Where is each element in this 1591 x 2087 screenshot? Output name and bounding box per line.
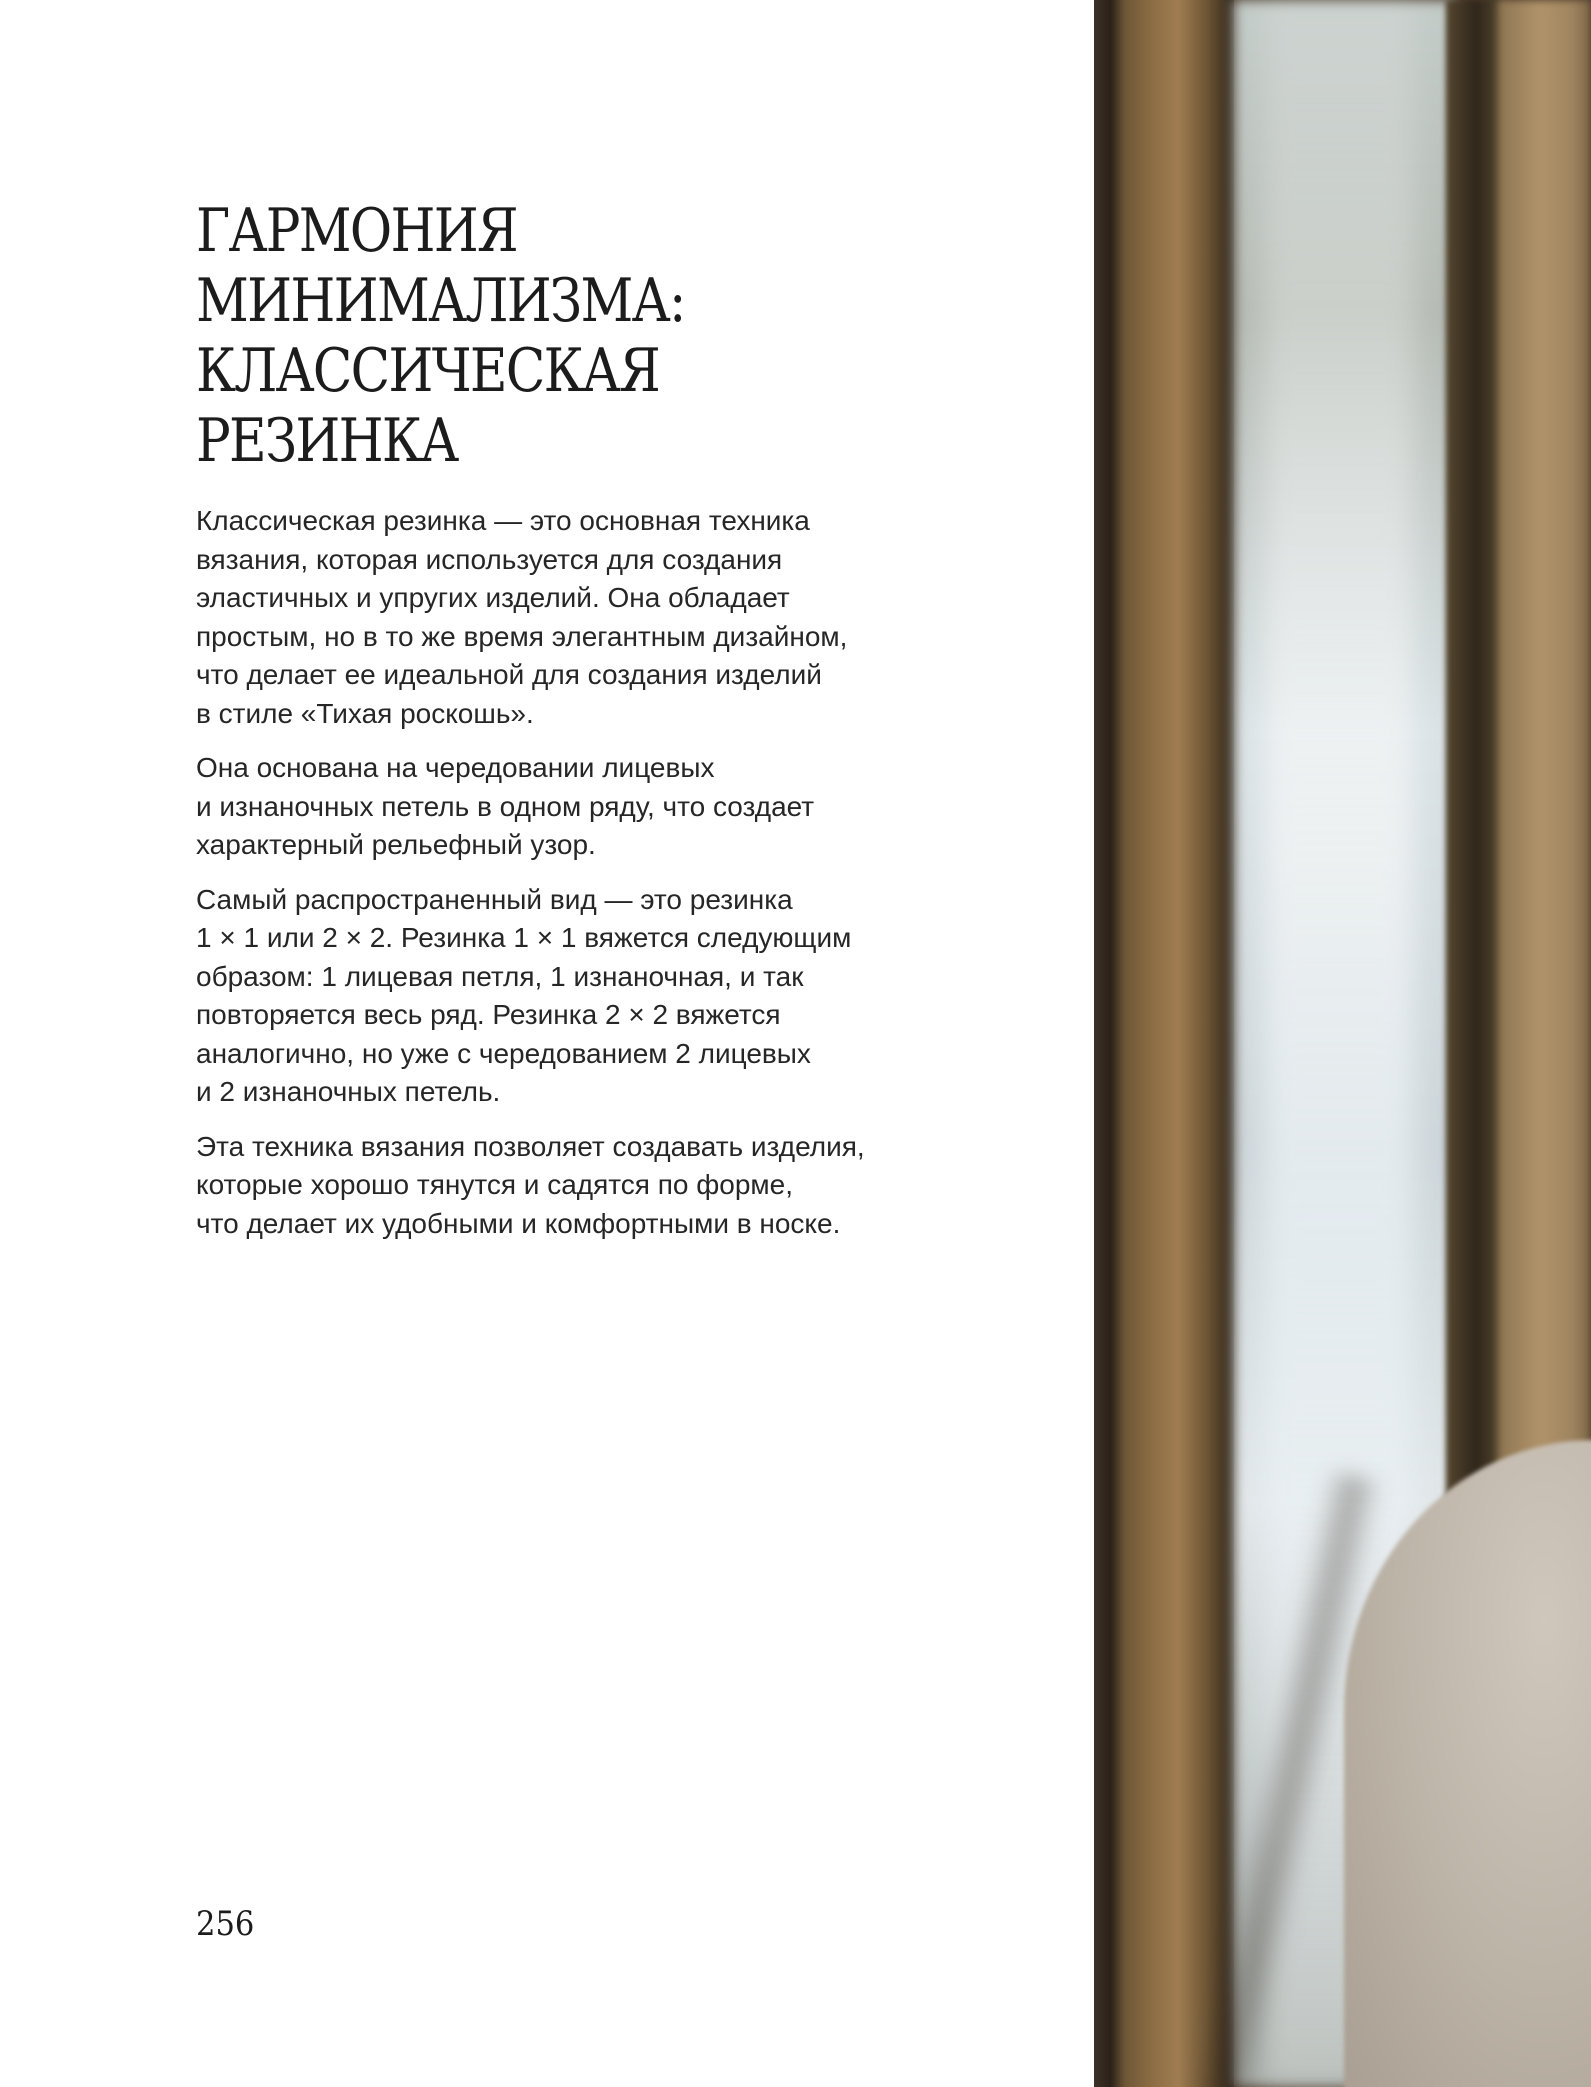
text-line: образом: 1 лицевая петля, 1 изнаночная, и так <box>196 960 804 992</box>
text-line: аналогично, но уже с чередованием 2 лицевых <box>196 1037 811 1069</box>
text-line: Эта техника вязания позволяет создавать изделия, <box>196 1130 865 1162</box>
photo-window-frame-left <box>1094 0 1234 2087</box>
text-line: Она основана на чередовании лицевых <box>196 752 715 783</box>
text-line: Самый распространенный вид — это резинка <box>196 883 793 915</box>
title-line: МИНИМАЛИЗМА: <box>196 266 685 336</box>
text-line: эластичных и упругих изделий. Она обладает <box>196 582 790 613</box>
title-line: РЕЗИНКА <box>196 406 458 476</box>
text-line: и изнаночных петель в одном ряду, что создает <box>196 790 815 822</box>
text-column <box>196 196 876 1259</box>
text-line: что делает их удобными и комфортными в носке. <box>196 1207 841 1239</box>
text-line: что делает ее идеальной для создания изделий <box>196 659 822 690</box>
page-number: 256 <box>196 1904 255 1944</box>
text-line: вязания, которая используется для создания <box>196 543 783 575</box>
title-line: ГАРМОНИЯ <box>196 196 518 266</box>
paragraph-intro <box>196 502 876 733</box>
text-line: 1 × 1 или 2 × 2. Резинка 1 × 1 вяжется следующим <box>196 922 852 953</box>
text-line: Классическая резинка — это основная техника <box>196 505 810 536</box>
paragraph-types <box>196 881 876 1112</box>
paragraph-alternation <box>196 749 876 865</box>
paragraph-benefits <box>196 1128 876 1244</box>
text-line: характерный рельефный узор. <box>196 829 596 860</box>
text-line: простым, но в то же время элегантным дизайном, <box>196 620 848 652</box>
text-line: повторяется весь ряд. Резинка 2 × 2 вяжется <box>196 999 781 1030</box>
text-line: в стиле «Тихая роскошь». <box>196 697 534 729</box>
page-title <box>196 196 867 476</box>
photo-window-knit <box>1094 0 1591 2087</box>
text-line: и 2 изнаночных петель. <box>196 1076 501 1107</box>
text-line: которые хорошо тянутся и садятся по форме, <box>196 1169 794 1200</box>
title-line: КЛАССИЧЕСКАЯ <box>196 336 660 406</box>
